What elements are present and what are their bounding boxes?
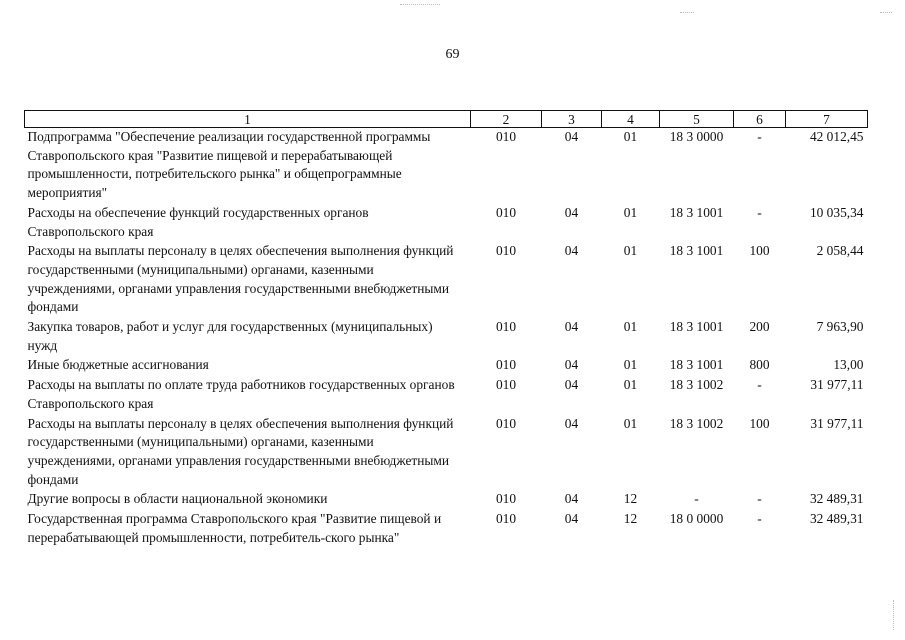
header-col-5: 5 (660, 111, 734, 128)
table-row (25, 356, 868, 376)
table-row (25, 510, 868, 548)
row-code-expense-type: - (757, 491, 762, 507)
header-col-1: 1 (25, 111, 471, 128)
row-code-section: 04 (564, 204, 579, 220)
row-code-ministry: 010 (495, 243, 517, 259)
table-row (25, 128, 868, 204)
row-code-expense-type: 100 (749, 415, 770, 431)
table-row (25, 490, 868, 510)
row-code-target: - (694, 491, 699, 507)
table-header-row (25, 111, 868, 128)
budget-table (24, 110, 868, 548)
row-name: Расходы на обеспечение функций государственных органов Ставропольского края (27, 204, 369, 239)
row-code-subsection: 12 (623, 491, 638, 507)
header-col-7: 7 (786, 111, 868, 128)
row-code-section: 04 (564, 511, 579, 527)
row-code-expense-type: 200 (749, 319, 770, 335)
table-row (25, 318, 868, 356)
row-code-ministry: 010 (495, 319, 517, 335)
row-code-subsection: 01 (623, 415, 638, 431)
row-name: Государственная программа Ставропольского края "Развитие пищевой и перерабатывающей промышленности, потребитель-ского рынка" (27, 511, 442, 545)
row-code-ministry: 010 (495, 491, 517, 507)
header-col-6: 6 (734, 111, 786, 128)
row-code-target: 18 3 1001 (669, 357, 724, 373)
row-code-ministry: 010 (495, 377, 517, 393)
row-name: Расходы на выплаты персоналу в целях обеспечения выполнения функций государственными (муниципальными) органами, казенными учреждениями, органами управления государственными внебюджетными фондами (27, 243, 454, 315)
row-name: Расходы на выплаты персоналу в целях обеспечения выполнения функций государственными (муниципальными) органами, казенными учреждениями, органами управления государственными внебюджетными фондами (27, 415, 454, 487)
row-code-subsection: 12 (623, 511, 638, 527)
row-name: Иные бюджетные ассигнования (27, 357, 209, 373)
row-code-section: 04 (564, 377, 579, 393)
row-name: Закупка товаров, работ и услуг для государственных (муниципальных) нужд (27, 319, 433, 353)
row-code-subsection: 01 (623, 319, 638, 335)
row-amount: 42 012,45 (809, 129, 864, 144)
row-code-target: 18 0 0000 (669, 511, 724, 527)
row-amount: 2 058,44 (816, 243, 864, 259)
row-code-section: 04 (564, 357, 579, 373)
table-row (25, 376, 868, 414)
scan-artifact-top (400, 4, 440, 5)
row-amount: 32 489,31 (809, 511, 864, 527)
scan-artifact-top-right (680, 12, 694, 13)
row-code-target: 18 3 1001 (669, 204, 724, 220)
header-col-2: 2 (471, 111, 542, 128)
row-code-expense-type: 800 (749, 357, 770, 373)
row-code-expense-type: 100 (749, 243, 770, 259)
row-code-ministry: 010 (495, 204, 517, 220)
row-code-target: 18 3 1001 (669, 243, 724, 259)
row-code-target: 18 3 0000 (669, 129, 724, 144)
row-code-section: 04 (564, 319, 579, 335)
row-code-ministry: 010 (495, 357, 517, 373)
row-code-ministry: 010 (495, 129, 517, 144)
scan-artifact-top-right-2 (880, 12, 892, 13)
row-code-subsection: 01 (623, 243, 638, 259)
row-code-target: 18 3 1002 (669, 377, 724, 393)
row-amount: 10 035,34 (809, 204, 864, 220)
row-code-expense-type: - (757, 511, 762, 527)
row-code-section: 04 (564, 415, 579, 431)
row-amount: 31 977,11 (810, 415, 864, 431)
table-row (25, 242, 868, 318)
row-amount: 32 489,31 (809, 491, 864, 507)
row-code-target: 18 3 1002 (669, 415, 724, 431)
row-amount: 13,00 (833, 357, 864, 373)
row-code-section: 04 (564, 129, 579, 144)
table-row (25, 204, 868, 242)
table-row (25, 415, 868, 491)
row-code-ministry: 010 (495, 415, 517, 431)
row-code-subsection: 01 (623, 129, 638, 144)
row-code-expense-type: - (757, 204, 762, 220)
row-code-section: 04 (564, 243, 579, 259)
row-code-subsection: 01 (623, 204, 638, 220)
row-code-subsection: 01 (623, 357, 638, 373)
row-code-section: 04 (564, 491, 579, 507)
scan-artifact-right-edge (893, 600, 894, 630)
row-amount: 7 963,90 (816, 319, 864, 335)
page-number: 69 (445, 47, 460, 62)
row-amount: 31 977,11 (810, 377, 864, 393)
row-code-target: 18 3 1001 (669, 319, 724, 335)
row-code-expense-type: - (757, 129, 762, 144)
header-col-3: 3 (542, 111, 602, 128)
row-name: Расходы на выплаты по оплате труда работников государственных органов Ставропольского края (27, 377, 455, 411)
row-name: Другие вопросы в области национальной экономики (27, 491, 328, 507)
row-name: Подпрограмма "Обеспечение реализации государственной программы Ставропольского края "Развитие пищевой и перерабатывающей промышленности, потребительского рынка" и общепрограммные мероприятия" (27, 129, 431, 201)
header-col-4: 4 (602, 111, 660, 128)
row-code-expense-type: - (757, 377, 762, 393)
row-code-subsection: 01 (623, 377, 638, 393)
row-code-ministry: 010 (495, 511, 517, 527)
